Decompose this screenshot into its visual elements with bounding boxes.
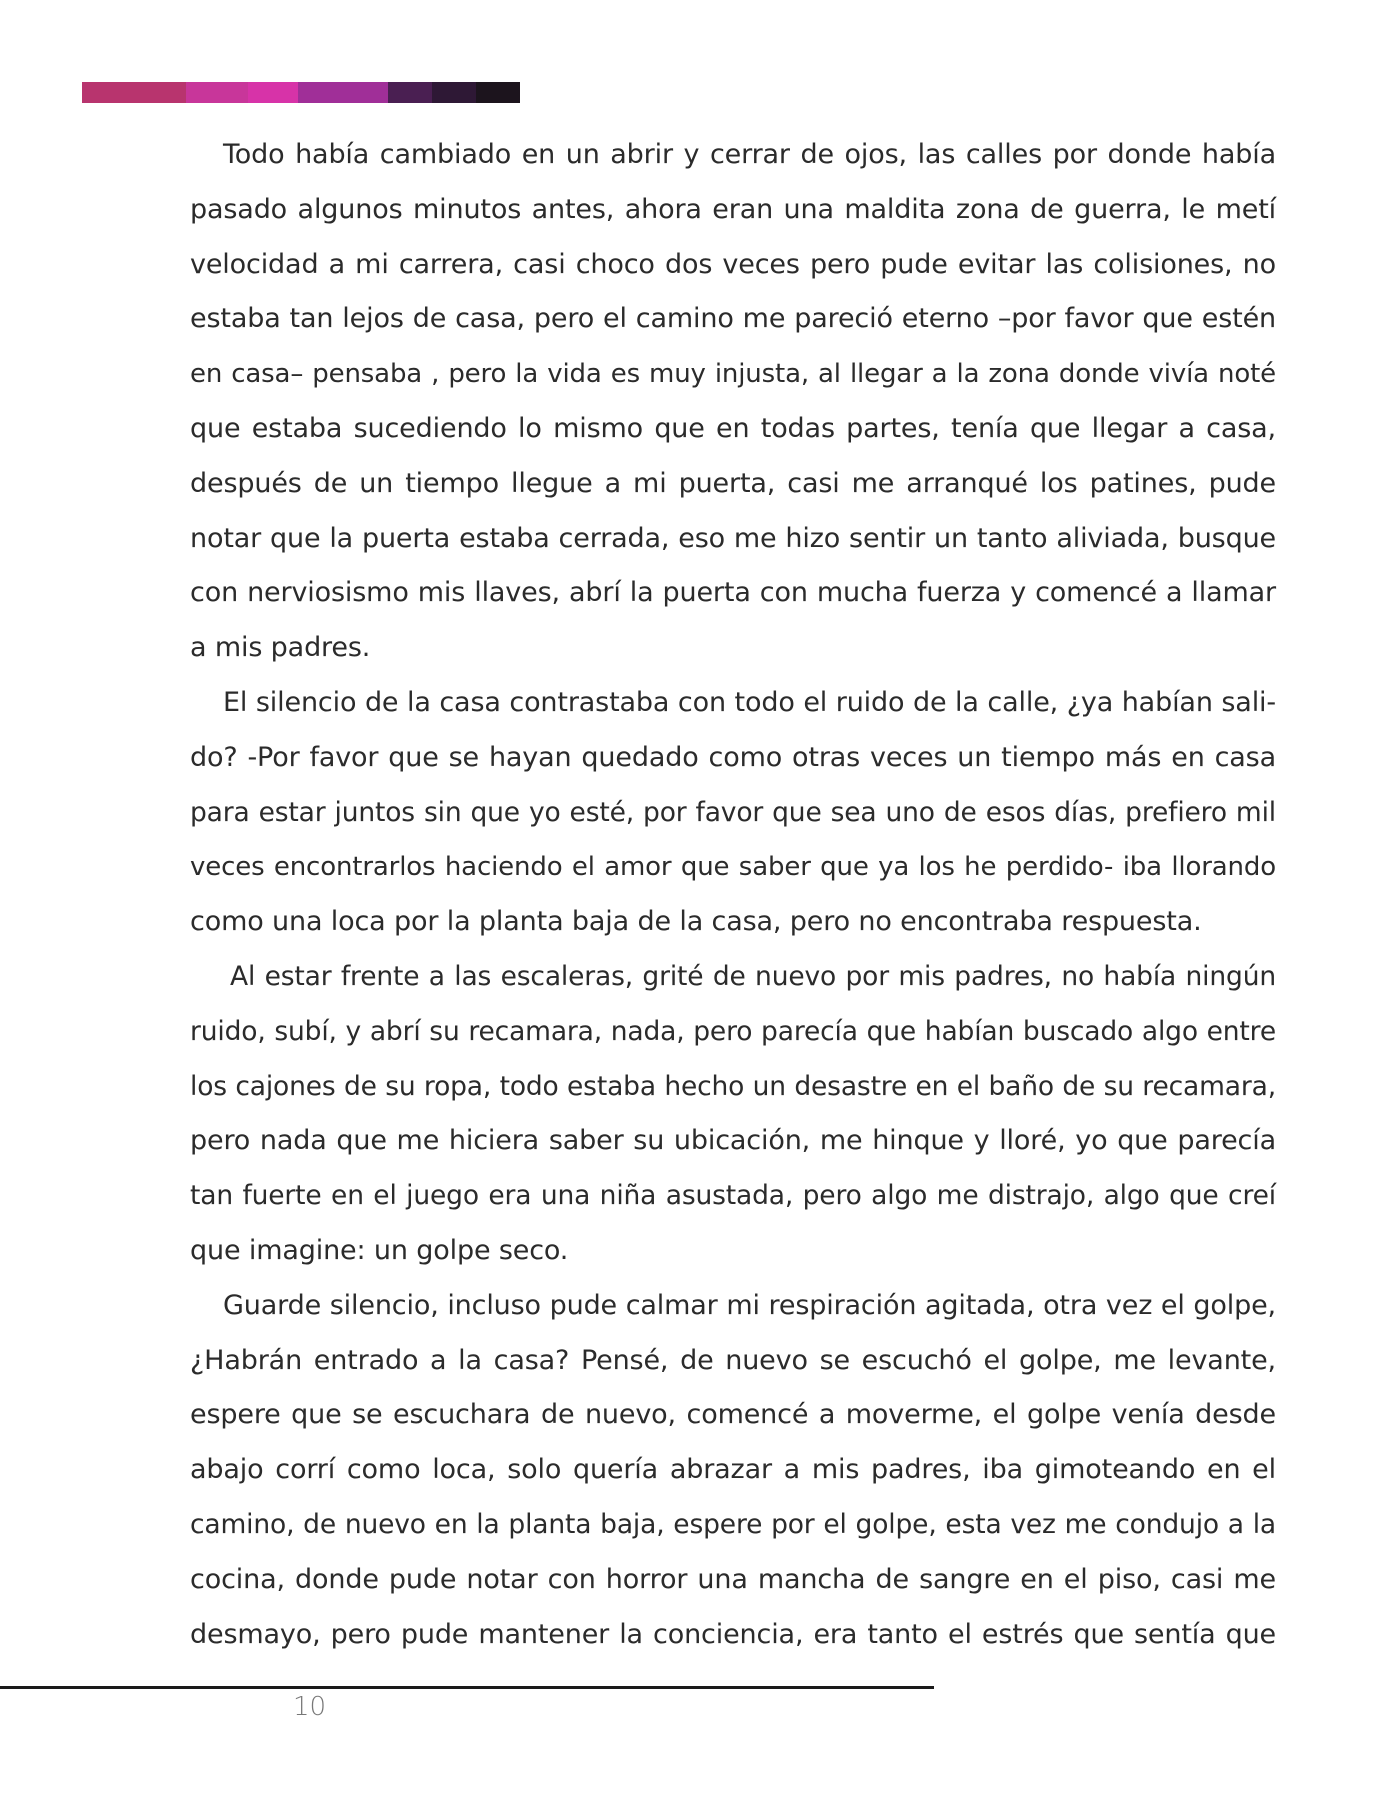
text-line: cocina, donde pude notar con horror una mancha de sangre en el piso, casi me — [190, 1563, 1276, 1595]
text-line: que imagine: un golpe seco. — [190, 1234, 569, 1266]
text-line: pasado algunos minutos antes, ahora eran una maldita zona de guerra, le metí — [190, 193, 1276, 225]
footer-divider — [0, 1686, 934, 1689]
text-line: Todo había cambiado en un abrir y cerrar de ojos, las calles por donde había — [223, 139, 1276, 170]
paragraph-1 — [190, 128, 1276, 676]
text-line: pero nada que me hiciera saber su ubicación, me hinque y lloré, yo que parecía — [190, 1125, 1276, 1157]
text-line: Guarde silencio, incluso pude calmar mi respiración agitada, otra vez el golpe, — [223, 1289, 1276, 1321]
header-bar-segment — [186, 82, 248, 103]
text-line: ¿Habrán entrado a la casa? Pensé, de nuevo se escuchó el golpe, me levante, — [190, 1344, 1276, 1376]
text-line: ruido, subí, y abrí su recamara, nada, pero parecía que habían buscado algo entre — [190, 1015, 1276, 1047]
text-line: en casa– pensaba , pero la vida es muy injusta, al llegar a la zona donde vivía noté — [190, 359, 1276, 390]
text-line: desmayo, pero pude mantener la conciencia, era tanto el estrés que sentía que — [190, 1618, 1276, 1650]
text-line: do? -Por favor que se hayan quedado como otras veces un tiempo más en casa — [190, 741, 1276, 773]
text-line: veces encontrarlos haciendo el amor que saber que ya los he perdido- iba llorando — [190, 852, 1276, 883]
paragraph-3 — [190, 950, 1276, 1279]
text-line: velocidad a mi carrera, casi choco dos veces pero pude evitar las colisiones, no — [190, 248, 1276, 280]
text-line: abajo corrí como loca, solo quería abrazar a mis padres, iba gimoteando en el — [190, 1454, 1276, 1486]
body-text — [190, 128, 1276, 1662]
text-line: que estaba sucediendo lo mismo que en todas partes, tenía que llegar a casa, — [190, 412, 1276, 444]
page-number: 10 — [293, 1692, 327, 1722]
text-line: Al estar frente a las escaleras, grité de nuevo por mis padres, no había ningún — [230, 960, 1276, 992]
header-bar-segment — [476, 82, 520, 103]
text-line: camino, de nuevo en la planta baja, espere por el golpe, esta vez me condujo a la — [190, 1508, 1276, 1540]
header-bar-segment — [432, 82, 476, 103]
text-line: después de un tiempo llegue a mi puerta, casi me arranqué los patines, pude — [190, 467, 1276, 499]
text-line: estaba tan lejos de casa, pero el camino me pareció eterno –por favor que estén — [190, 303, 1276, 335]
text-line: a mis padres. — [190, 632, 371, 664]
text-line: con nerviosismo mis llaves, abrí la puerta con mucha fuerza y comencé a llamar — [190, 577, 1276, 609]
header-bar-segment — [388, 82, 432, 103]
text-line: los cajones de su ropa, todo estaba hecho un desastre en el baño de su recamara, — [190, 1070, 1276, 1102]
header-bar-segment — [298, 82, 388, 103]
decorative-header-bar — [82, 82, 520, 103]
header-bar-segment — [248, 82, 298, 103]
text-line: El silencio de la casa contrastaba con todo el ruido de la calle, ¿ya habían sali- — [223, 686, 1276, 718]
text-line: espere que se escuchara de nuevo, comencé a moverme, el golpe venía desde — [190, 1399, 1276, 1431]
paragraph-2 — [190, 676, 1276, 950]
text-line: tan fuerte en el juego era una niña asustada, pero algo me distrajo, algo que creí — [190, 1180, 1276, 1212]
text-line: como una loca por la planta baja de la casa, pero no encontraba respuesta. — [190, 906, 1202, 938]
header-bar-segment — [82, 82, 186, 103]
text-line: notar que la puerta estaba cerrada, eso me hizo sentir un tanto aliviada, busque — [190, 522, 1276, 554]
text-line: para estar juntos sin que yo esté, por favor que sea uno de esos días, prefiero mil — [190, 796, 1276, 828]
paragraph-4 — [190, 1279, 1276, 1663]
